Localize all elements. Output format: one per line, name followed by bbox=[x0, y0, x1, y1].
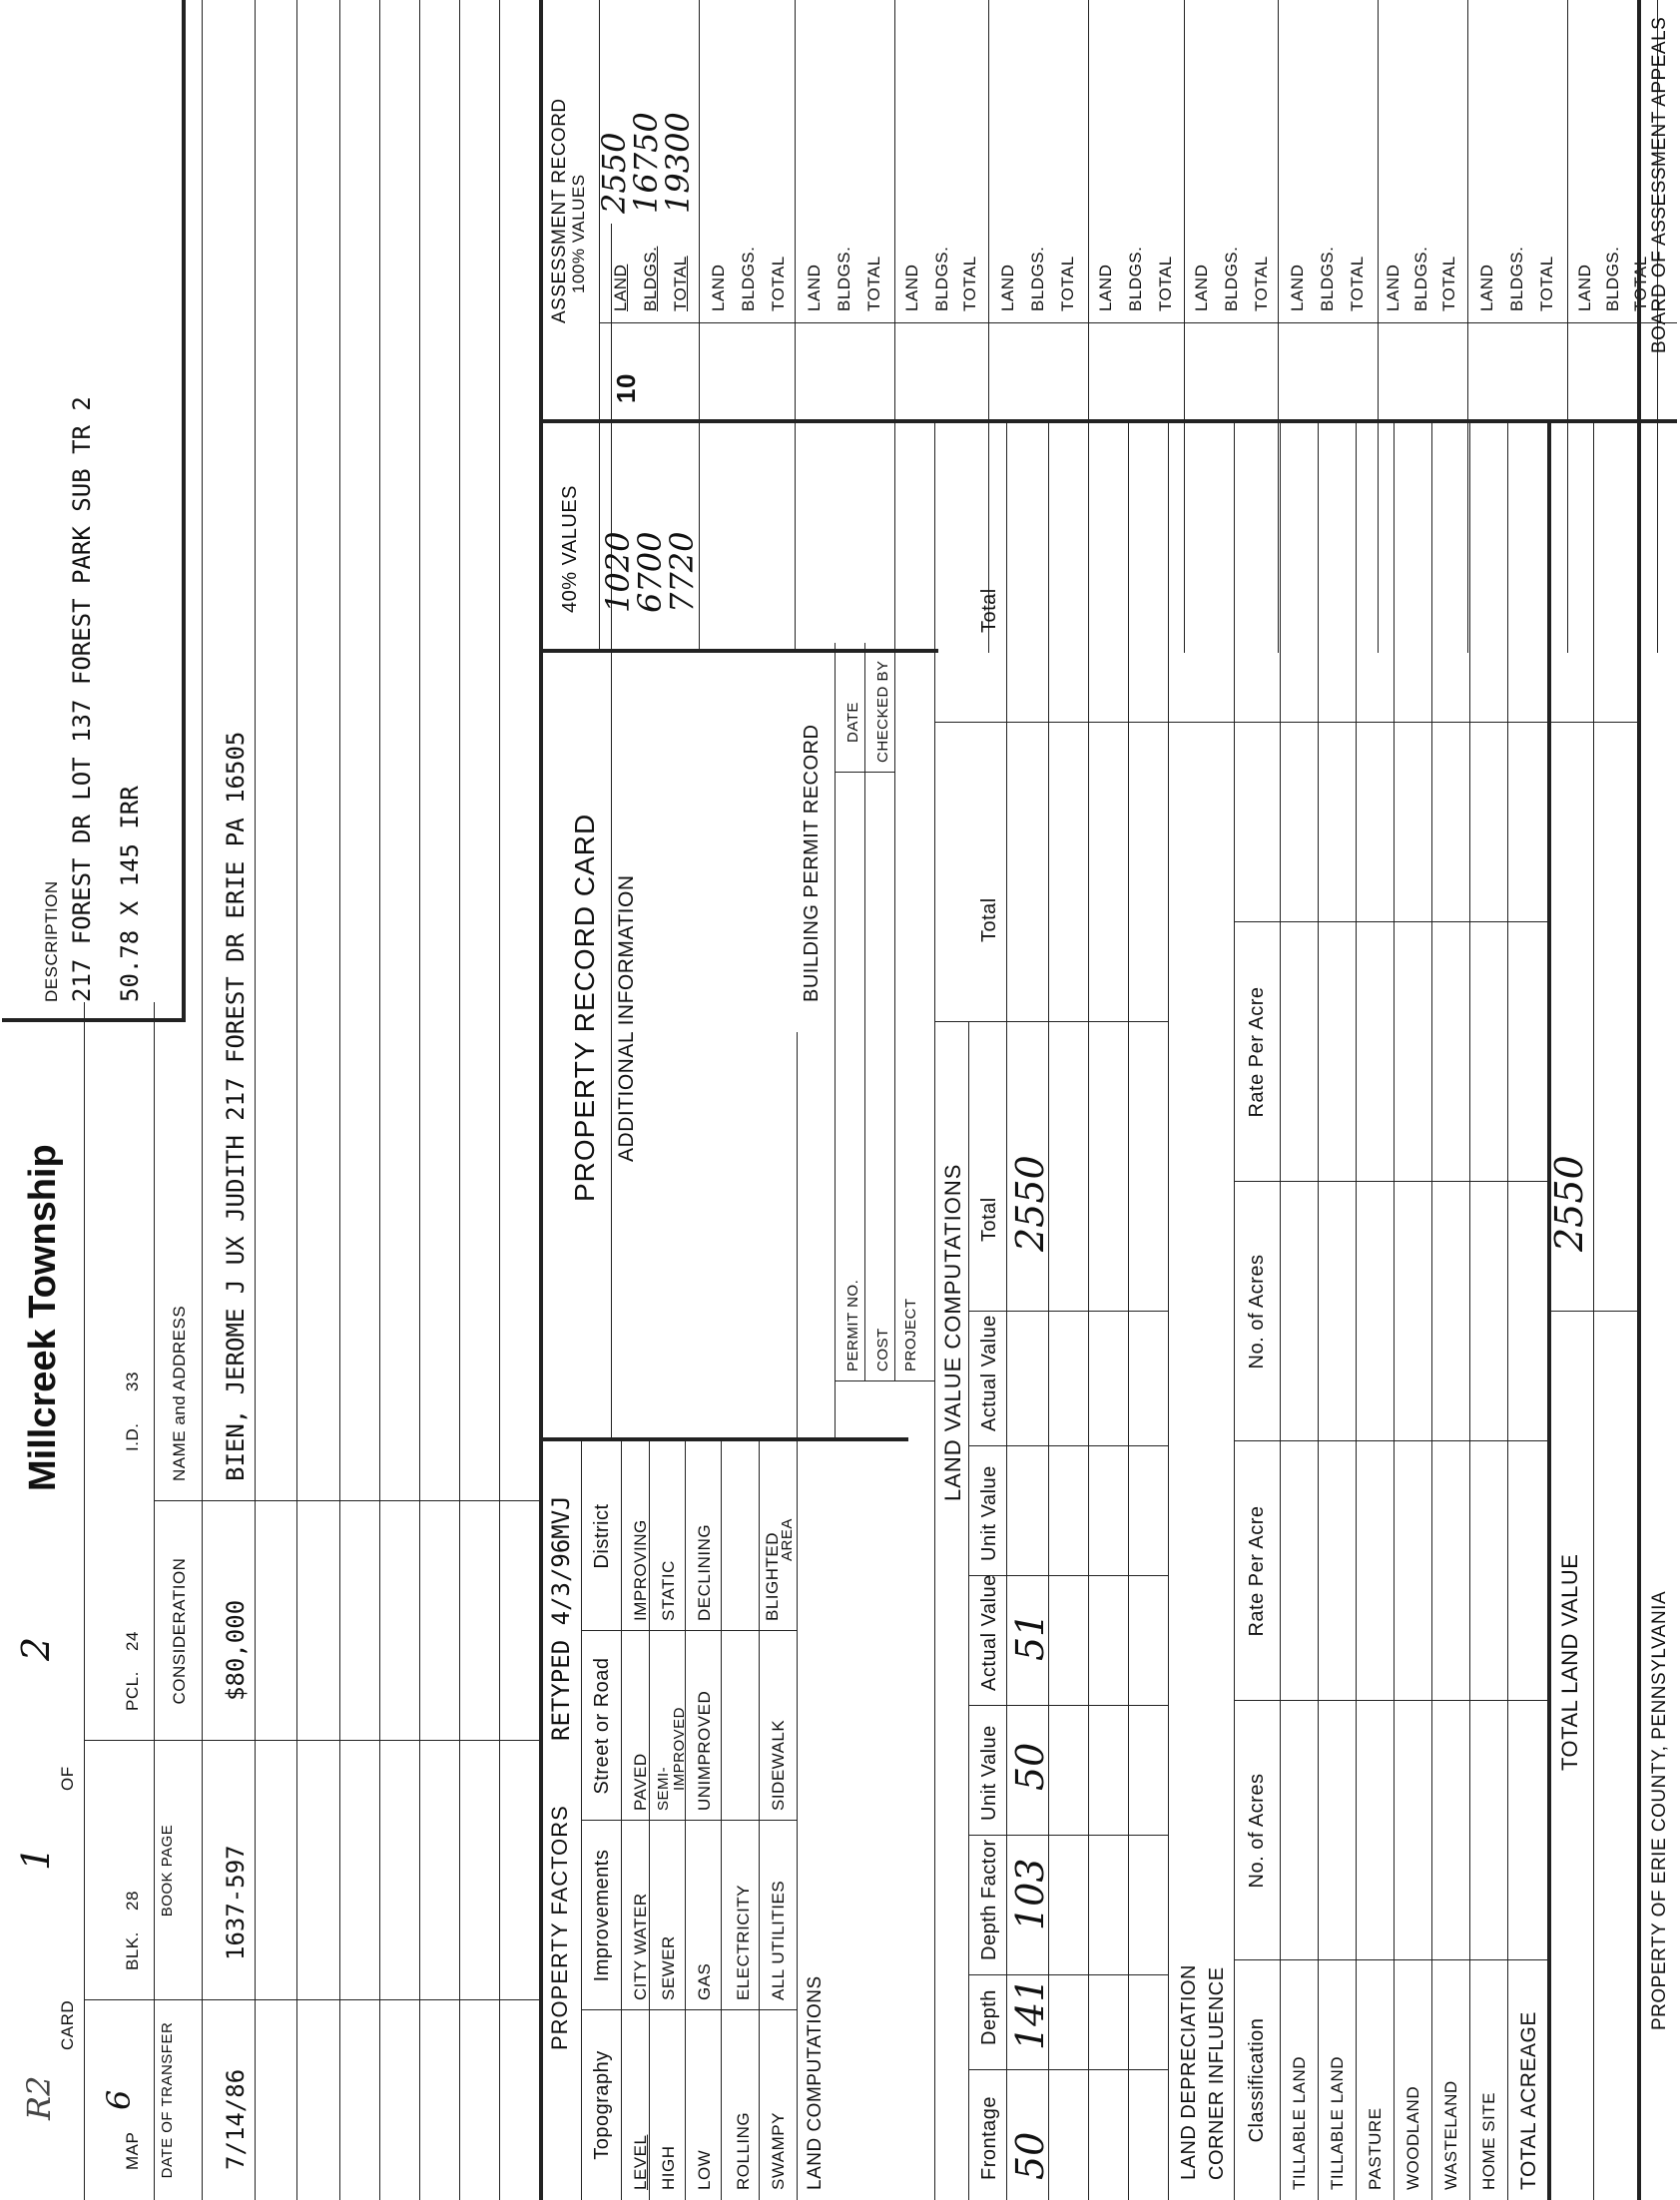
assess-land-label-8: LAND bbox=[1288, 264, 1307, 311]
lv-col-actual-value: Actual Value bbox=[978, 1574, 1000, 1691]
lv-col-total-3: Total bbox=[978, 588, 1000, 633]
assess-total-label-2: TOTAL bbox=[769, 256, 788, 311]
lv-col-depth-factor: Depth Factor bbox=[978, 1839, 1000, 1960]
blk-label: BLK. bbox=[123, 1931, 142, 1970]
impr-all-utilities: ALL UTILITIES bbox=[769, 1880, 788, 2000]
lv-col-actual-value-2: Actual Value bbox=[978, 1315, 1000, 1431]
pcl-value: 24 bbox=[123, 1631, 142, 1651]
assessment-code: 10 bbox=[611, 373, 641, 403]
id-value: 33 bbox=[123, 1372, 142, 1391]
depreciation-line1: LAND DEPRECIATION bbox=[1178, 1964, 1200, 2180]
impr-city-water: CITY WATER bbox=[631, 1893, 650, 2000]
pcl-label: PCL. bbox=[123, 1671, 142, 1711]
property-factors-title: PROPERTY FACTORS bbox=[547, 1805, 572, 2050]
footer-left: PROPERTY OF ERIE COUNTY, PENNSYLVANIA bbox=[1649, 1590, 1670, 2030]
record-card-title: PROPERTY RECORD CARD bbox=[569, 813, 600, 1202]
total-land-value-label: TOTAL LAND VALUE bbox=[1557, 1553, 1582, 1771]
street-sidewalk: SIDEWALK bbox=[769, 1719, 788, 1811]
assess-land-label-4: LAND bbox=[902, 264, 921, 311]
values40-total: 7720 bbox=[663, 531, 701, 613]
cost-label: COST bbox=[874, 1328, 891, 1372]
dep-col-rate-1: Rate Per Acre bbox=[1246, 1505, 1268, 1637]
of-label: OF bbox=[58, 1766, 77, 1791]
lv-unit-value: 50 bbox=[1008, 1742, 1052, 1791]
street-unimproved: UNIMPROVED bbox=[695, 1690, 714, 1811]
topo-level: LEVEL bbox=[631, 2134, 650, 2190]
transfer-book-page: 1637-597 bbox=[222, 1845, 250, 1960]
blk-value: 28 bbox=[123, 1891, 142, 1911]
assess-bldgs-label-6: BLDGS. bbox=[1126, 246, 1145, 311]
dep-col-acres-1: No. of Acres bbox=[1246, 1773, 1268, 1889]
class-tillable-1: TILLABLE LAND bbox=[1290, 2055, 1309, 2190]
assess-bldgs-label-10: BLDGS. bbox=[1507, 246, 1526, 311]
col-topography: Topography bbox=[591, 2050, 613, 2160]
assess-total-value: 19300 bbox=[659, 112, 697, 214]
checked-by-label: CHECKED BY bbox=[874, 660, 891, 763]
assess-land-value: 2550 bbox=[595, 132, 633, 214]
assess-bldgs-label-7: BLDGS. bbox=[1222, 246, 1241, 311]
total-land-value-amount: 2550 bbox=[1547, 1155, 1591, 1252]
assess-bldgs-label-4: BLDGS. bbox=[932, 246, 951, 311]
assess-total-label-4: TOTAL bbox=[960, 256, 979, 311]
street-improved: IMPROVED bbox=[671, 1706, 688, 1791]
assess-total-label-6: TOTAL bbox=[1156, 256, 1175, 311]
assess-bldgs-label-3: BLDGS. bbox=[835, 246, 853, 311]
topo-swampy: SWAMPY bbox=[769, 2112, 788, 2190]
lv-col-unit-value-2: Unit Value bbox=[978, 1465, 1000, 1561]
lv-actual-value: 51 bbox=[1008, 1612, 1052, 1661]
margin-scribble: R2 bbox=[20, 2075, 58, 2120]
lv-col-total-2: Total bbox=[978, 897, 1000, 942]
description-line1: 217 FOREST DR LOT 137 FOREST PARK SUB TR 2 bbox=[68, 396, 96, 1002]
district-blighted: BLIGHTED bbox=[763, 1531, 782, 1621]
assess-bldgs-label: BLDGS. bbox=[641, 246, 660, 311]
district-declining: DECLINING bbox=[695, 1523, 714, 1621]
assess-land-label-10: LAND bbox=[1477, 264, 1496, 311]
dep-col-acres-2: No. of Acres bbox=[1246, 1254, 1268, 1370]
assess-total-label-8: TOTAL bbox=[1348, 256, 1367, 311]
card-total: 2 bbox=[14, 1636, 58, 1661]
land-computations-label: LAND COMPUTATIONS bbox=[805, 1975, 826, 2190]
assess-total-label-5: TOTAL bbox=[1058, 256, 1077, 311]
retyped-note: RETYPED 4/3/96MVJ bbox=[547, 1495, 575, 1741]
permit-no-label: PERMIT NO. bbox=[844, 1279, 861, 1372]
project-label: PROJECT bbox=[902, 1298, 919, 1372]
col-district: District bbox=[591, 1503, 613, 1569]
values40-land: 1020 bbox=[599, 531, 637, 613]
district-improving: IMPROVING bbox=[631, 1519, 650, 1621]
col-street-road: Street or Road bbox=[591, 1657, 613, 1795]
assess-total-label: TOTAL bbox=[671, 256, 690, 311]
values40-title: 40% VALUES bbox=[559, 484, 581, 613]
assess-bldgs-label-11: BLDGS. bbox=[1603, 246, 1622, 311]
description-line2: 50.78 X 145 IRR bbox=[116, 786, 144, 1002]
transfer-name-address: BIEN, JEROME J UX JUDITH 217 FOREST DR ERIE PA 16505 bbox=[222, 731, 250, 1481]
class-home-site: HOME SITE bbox=[1479, 2091, 1498, 2190]
col-date-of-transfer: DATE OF TRANSFER bbox=[159, 2021, 176, 2179]
lv-total: 2550 bbox=[1008, 1155, 1052, 1252]
impr-gas: GAS bbox=[695, 1962, 714, 2000]
description-label: DESCRIPTION bbox=[42, 880, 61, 1002]
impr-sewer: SEWER bbox=[659, 1935, 678, 2000]
topo-rolling: ROLLING bbox=[734, 2111, 753, 2190]
date-label: DATE bbox=[844, 702, 861, 743]
assess-bldgs-label-9: BLDGS. bbox=[1411, 246, 1430, 311]
assess-bldgs-label-5: BLDGS. bbox=[1028, 246, 1047, 311]
transfer-consideration: $80,000 bbox=[222, 1599, 250, 1701]
map-value: 6 bbox=[100, 2089, 138, 2110]
assess-land-label-7: LAND bbox=[1192, 264, 1211, 311]
map-label: MAP bbox=[123, 2131, 142, 2170]
total-acreage-label: TOTAL ACREAGE bbox=[1517, 2011, 1540, 2190]
lv-col-unit-value: Unit Value bbox=[978, 1725, 1000, 1821]
class-wasteland: WASTELAND bbox=[1441, 2080, 1460, 2190]
lv-col-frontage: Frontage bbox=[978, 2095, 1000, 2180]
assess-bldgs-label-2: BLDGS. bbox=[739, 246, 758, 311]
dep-col-classification: Classification bbox=[1246, 2017, 1268, 2143]
assess-land-label: LAND bbox=[611, 264, 630, 311]
lv-frontage: 50 bbox=[1008, 2131, 1052, 2180]
assess-land-label-2: LAND bbox=[709, 264, 728, 311]
assess-land-label-11: LAND bbox=[1575, 264, 1594, 311]
card-number: 1 bbox=[14, 1846, 58, 1871]
street-semi: SEMI- bbox=[655, 1766, 672, 1811]
land-value-title: LAND VALUE COMPUTATIONS bbox=[940, 1163, 965, 1501]
topo-high: HIGH bbox=[659, 2145, 678, 2190]
additional-info-label: ADDITIONAL INFORMATION bbox=[615, 874, 638, 1162]
topo-low: LOW bbox=[695, 2149, 714, 2190]
assess-total-label-10: TOTAL bbox=[1537, 256, 1556, 311]
class-tillable-2: TILLABLE LAND bbox=[1328, 2055, 1347, 2190]
assess-total-label-3: TOTAL bbox=[864, 256, 883, 311]
assessment-title: ASSESSMENT RECORD bbox=[549, 98, 570, 323]
values40-bldgs: 6700 bbox=[631, 531, 669, 613]
lv-col-depth: Depth bbox=[978, 1989, 1000, 2045]
lv-col-total-1: Total bbox=[978, 1197, 1000, 1242]
street-paved: PAVED bbox=[631, 1753, 650, 1811]
class-pasture: PASTURE bbox=[1366, 2107, 1385, 2190]
assess-land-label-6: LAND bbox=[1096, 264, 1115, 311]
id-label: I.D. bbox=[123, 1422, 142, 1451]
district-area: AREA bbox=[779, 1518, 796, 1561]
assess-land-label-9: LAND bbox=[1384, 264, 1402, 311]
impr-electricity: ELECTRICITY bbox=[734, 1884, 753, 2000]
col-name-address: NAME and ADDRESS bbox=[170, 1305, 189, 1481]
footer-right: BOARD OF ASSESSMENT APPEALS bbox=[1649, 16, 1670, 353]
col-improvements: Improvements bbox=[591, 1849, 613, 1982]
transfer-date: 7/14/86 bbox=[222, 2068, 250, 2170]
dep-col-rate-2: Rate Per Acre bbox=[1246, 986, 1268, 1118]
assess-bldgs-value: 16750 bbox=[627, 112, 665, 214]
assess-land-label-3: LAND bbox=[805, 264, 824, 311]
assess-bldgs-label-8: BLDGS. bbox=[1318, 246, 1337, 311]
assess-total-label-7: TOTAL bbox=[1252, 256, 1271, 311]
township-title: Millcreek Township bbox=[22, 1144, 64, 1491]
assess-total-label-11: TOTAL bbox=[1631, 256, 1650, 311]
lv-depth-factor: 103 bbox=[1008, 1858, 1052, 1930]
assess-total-label-9: TOTAL bbox=[1439, 256, 1458, 311]
class-woodland: WOODLAND bbox=[1403, 2085, 1422, 2190]
district-static: STATIC bbox=[659, 1560, 678, 1621]
lv-depth: 141 bbox=[1008, 1977, 1052, 2050]
building-permit-title: BUILDING PERMIT RECORD bbox=[801, 724, 823, 1002]
assessment-subtitle: 100% VALUES bbox=[569, 174, 588, 293]
col-book-page: BOOK PAGE bbox=[159, 1824, 176, 1918]
depreciation-line2: CORNER INFLUENCE bbox=[1206, 1966, 1228, 2180]
card-label: CARD bbox=[58, 1999, 77, 2050]
col-consideration: CONSIDERATION bbox=[170, 1557, 189, 1705]
assess-land-label-5: LAND bbox=[998, 264, 1017, 311]
